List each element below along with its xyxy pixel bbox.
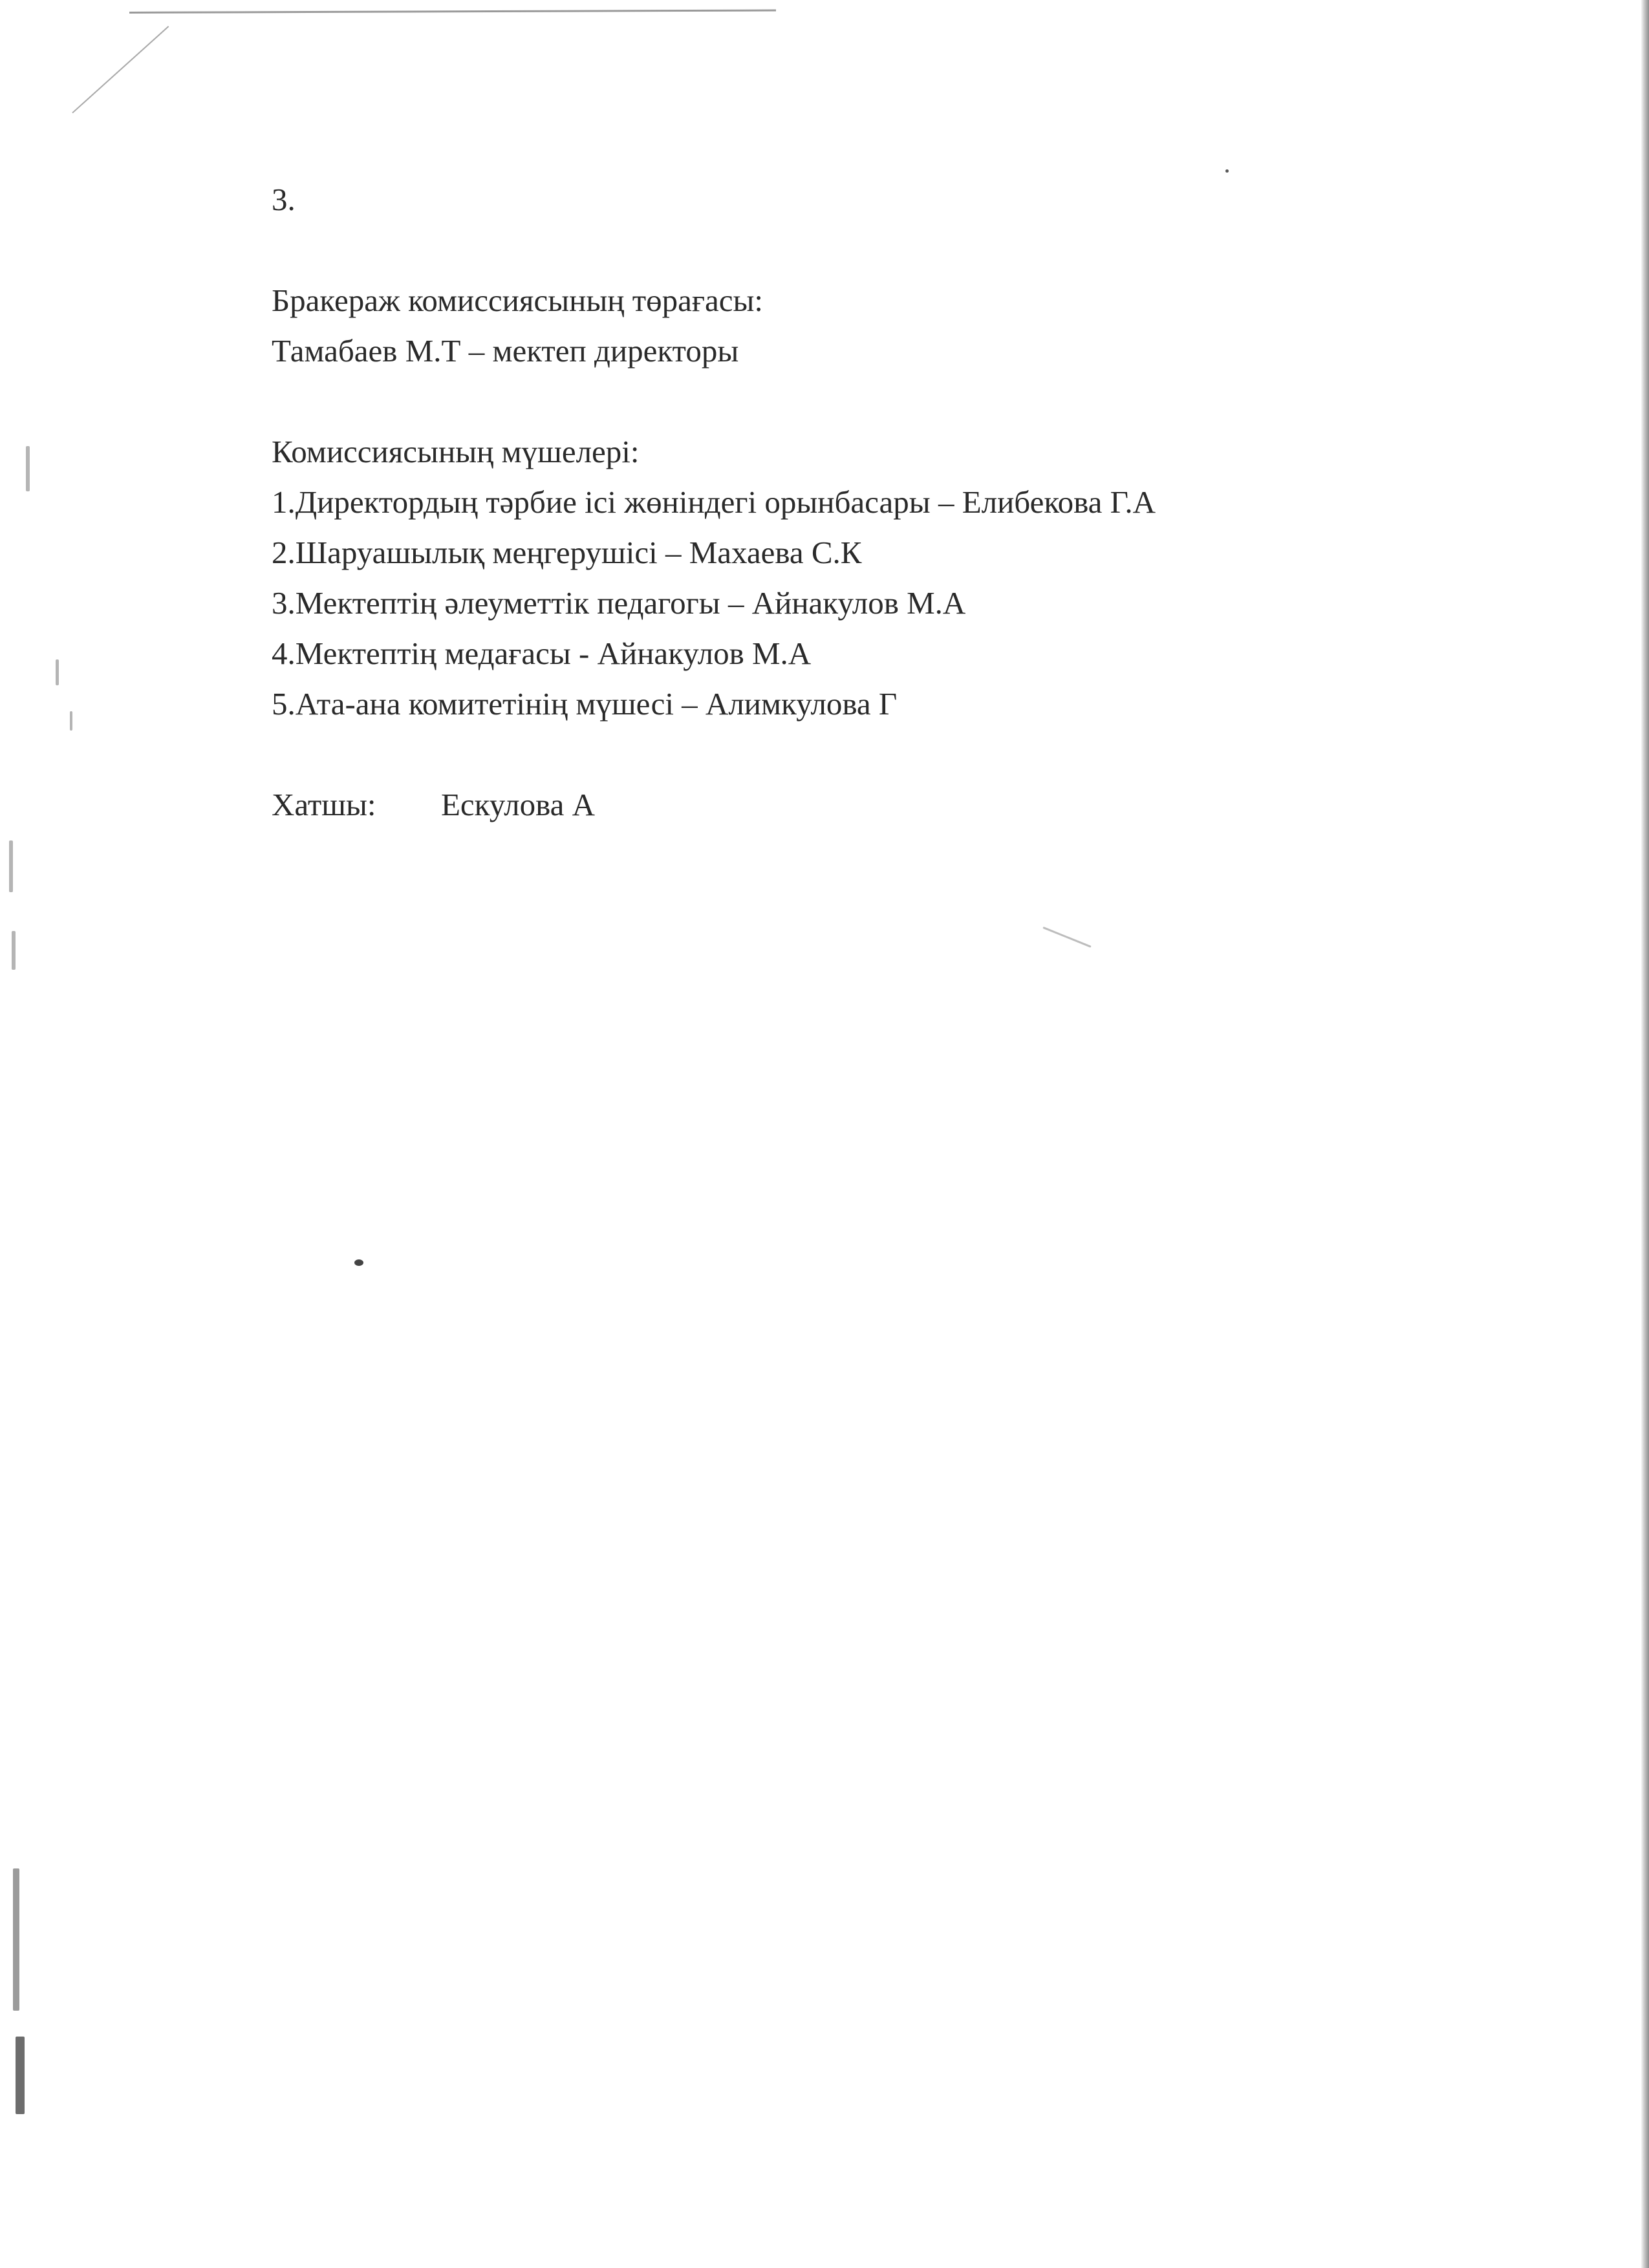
spacer: [272, 225, 1500, 275]
scan-mark: [26, 446, 30, 491]
spacer: [272, 729, 1500, 780]
member-item: 1.Директордың тәрбие ісі жөніндегі орынбасары – Елибекова Г.А: [272, 484, 1156, 520]
scan-speck: [354, 1259, 363, 1266]
scan-folded-corner: [72, 26, 169, 113]
secretary-line: [272, 780, 1500, 830]
scan-edge-top: [129, 10, 776, 14]
scan-left-margin-marks: [0, 0, 71, 2268]
scan-mark: [12, 931, 16, 970]
spacer: [272, 376, 1500, 427]
scan-right-edge: [1641, 0, 1649, 2268]
chair-heading: Бракераж комиссиясының төрағасы:: [272, 283, 764, 318]
scan-mark: [70, 711, 72, 731]
secretary-label: Хатшы:: [272, 787, 376, 822]
scan-mark: [56, 659, 59, 685]
secretary-name: Ескулова А: [441, 787, 595, 822]
document-body: [272, 175, 1500, 830]
member-item: 3.Мектептің әлеуметтік педагогы – Айнакулов М.А: [272, 585, 966, 621]
members-heading: Комиссиясының мүшелері:: [272, 434, 640, 469]
scan-mark: [13, 1868, 19, 2011]
member-item: 2.Шаруашылық меңгерушісі – Махаева С.К: [272, 535, 862, 570]
member-item: 5.Ата-ана комитетінің мүшесі – Алимкулова Г: [272, 686, 898, 722]
scan-speck: [1225, 169, 1229, 173]
chair-name: Тамабаев М.Т – мектеп директоры: [272, 333, 739, 369]
member-item: 4.Мектептің медағасы - Айнакулов М.А: [272, 636, 812, 671]
scan-mark: [1042, 926, 1091, 948]
page-number: 3.: [272, 182, 296, 217]
scan-mark: [9, 840, 13, 892]
scan-mark: [16, 2037, 25, 2114]
